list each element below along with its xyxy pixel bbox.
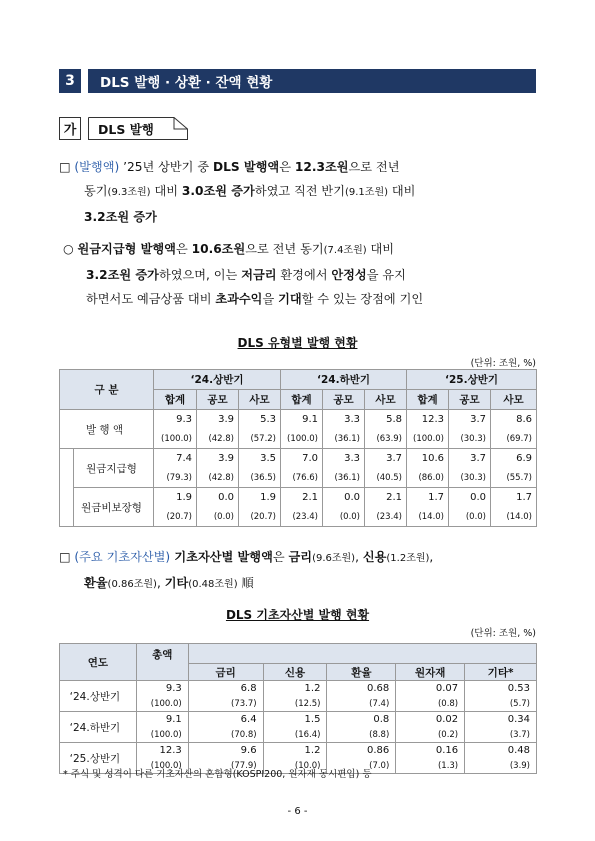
share-cell: (100.0) <box>407 429 449 449</box>
value-cell: 3.7 <box>449 410 491 430</box>
value-cell: 7.4 <box>154 449 197 469</box>
table2-unit: (단위: 조원, %) <box>470 628 536 639</box>
value-cell: 0.8 <box>327 712 396 728</box>
value-cell: 1.9 <box>239 488 281 508</box>
row-label: 원금비보장형 <box>74 488 154 527</box>
text: 順 <box>237 576 254 590</box>
text: 은 <box>272 550 289 564</box>
text: 으로 전년 동기 <box>245 242 324 256</box>
value-cell: 3.9 <box>197 410 239 430</box>
value-cell: 0.0 <box>323 488 365 508</box>
text: 으로 전년 <box>348 160 400 174</box>
share-cell: (36.5) <box>239 468 281 488</box>
share-cell: (0.2) <box>396 727 465 743</box>
text: 할 수 있는 장점에 기인 <box>301 292 424 306</box>
share-cell: (8.8) <box>327 727 396 743</box>
value-cell: 9.3 <box>154 410 197 430</box>
share-cell: (63.9) <box>365 429 407 449</box>
tag-issuance: (발행액) <box>74 160 120 174</box>
share-cell: (16.4) <box>263 727 327 743</box>
share-cell: (42.8) <box>197 468 239 488</box>
table1-unit: (단위: 조원, %) <box>470 358 536 369</box>
header-col: 신용 <box>263 664 327 681</box>
share-cell: (14.0) <box>491 507 537 527</box>
share-cell: (20.7) <box>154 507 197 527</box>
page-number: - 6 - <box>287 806 308 817</box>
text: 은 <box>175 242 192 256</box>
share-cell: (69.7) <box>491 429 537 449</box>
text: (7.4조원) <box>323 245 367 256</box>
share-cell: (36.1) <box>323 429 365 449</box>
value-cell: 9.3 <box>136 681 188 697</box>
text: 하였고 직전 반기 <box>254 184 345 198</box>
text: 대비 <box>388 184 416 198</box>
text: 안정성 <box>331 268 367 282</box>
share-cell: (42.8) <box>197 429 239 449</box>
row-label: ‘25.상반기 <box>60 743 137 774</box>
header-subcol: 합계 <box>154 390 197 410</box>
text: (0.86조원) <box>107 579 157 590</box>
tag-underlying: (주요 기초자산별) <box>74 550 171 564</box>
share-cell: (7.4) <box>327 696 396 712</box>
text: 은 <box>279 160 295 174</box>
text: 대비 <box>150 184 182 198</box>
value-cell: 1.2 <box>263 743 327 759</box>
row-label: ‘24.상반기 <box>60 681 137 712</box>
share-cell: (36.1) <box>323 468 365 488</box>
text: 12.3조원 <box>294 160 349 174</box>
header-total: 총액 <box>136 644 188 681</box>
value-cell: 0.16 <box>396 743 465 759</box>
header-subcol: 공모 <box>449 390 491 410</box>
share-cell: (3.7) <box>465 727 537 743</box>
text: ’25년 상반기 중 <box>119 160 213 174</box>
value-cell: 8.6 <box>491 410 537 430</box>
value-cell: 2.1 <box>281 488 323 508</box>
share-cell: (70.8) <box>188 727 263 743</box>
share-cell: (76.6) <box>281 468 323 488</box>
table2-title: DLS 기초자산별 발행 현황 <box>225 608 370 622</box>
subsection-title: DLS 발행 <box>98 121 154 137</box>
header-subcol: 사모 <box>491 390 537 410</box>
share-cell: (86.0) <box>407 468 449 488</box>
value-cell: 6.8 <box>188 681 263 697</box>
section-number: 3 <box>59 69 81 93</box>
value-cell: 3.3 <box>323 449 365 469</box>
value-cell: 7.0 <box>281 449 323 469</box>
share-cell: (0.0) <box>449 507 491 527</box>
header-year: 연도 <box>60 644 137 681</box>
header-subcol: 사모 <box>365 390 407 410</box>
value-cell: 2.1 <box>365 488 407 508</box>
text: 기타 <box>164 576 189 590</box>
share-cell: (0.0) <box>323 507 365 527</box>
share-cell: (79.3) <box>154 468 197 488</box>
value-cell: 3.9 <box>197 449 239 469</box>
paragraph-issuance <box>59 155 541 229</box>
share-cell: (0.8) <box>396 696 465 712</box>
text: , <box>429 550 434 564</box>
text: 3.2조원 증가 <box>86 268 159 282</box>
share-cell: (30.3) <box>449 468 491 488</box>
value-cell: 0.86 <box>327 743 396 759</box>
share-cell: (23.4) <box>365 507 407 527</box>
value-cell: 0.34 <box>465 712 537 728</box>
share-cell: (20.7) <box>239 507 281 527</box>
value-cell: 0.0 <box>197 488 239 508</box>
indent-cell <box>60 449 74 527</box>
header-col: 기타* <box>465 664 537 681</box>
share-cell: (100.0) <box>136 758 188 774</box>
value-cell: 3.5 <box>239 449 281 469</box>
text: , <box>156 576 165 590</box>
text: (9.3조원) <box>107 187 151 198</box>
share-cell: (100.0) <box>281 429 323 449</box>
text: 금리 <box>288 550 313 564</box>
value-cell: 1.7 <box>491 488 537 508</box>
text: 원금지급형 발행액 <box>77 242 176 256</box>
header-period: ‘24.하반기 <box>281 370 407 390</box>
text: (9.1조원) <box>344 187 389 198</box>
value-cell: 0.53 <box>465 681 537 697</box>
header-subcol: 합계 <box>407 390 449 410</box>
text: (1.2조원) <box>386 553 430 564</box>
paragraph-underlying <box>59 545 541 597</box>
header-category: 구 분 <box>60 370 154 410</box>
text: 동기 <box>84 184 108 198</box>
section-title: DLS 발행 · 상환 · 잔액 현황 <box>88 69 536 93</box>
row-label: 원금지급형 <box>74 449 154 488</box>
text: 3.0조원 증가 <box>181 184 255 198</box>
value-cell: 3.3 <box>323 410 365 430</box>
value-cell: 5.8 <box>365 410 407 430</box>
share-cell: (3.9) <box>465 758 537 774</box>
text: 을 유지 <box>366 268 406 282</box>
share-cell: (0.0) <box>197 507 239 527</box>
footnote: * 주식 및 성격이 다른 기초자산의 혼합형(KOSPI200, 원자재 동시편입) 등 <box>63 769 372 780</box>
text: 저금리 <box>241 268 277 282</box>
header-period: ‘25.상반기 <box>407 370 537 390</box>
header-col: 원자재 <box>396 664 465 681</box>
share-cell: (40.5) <box>365 468 407 488</box>
value-cell: 1.5 <box>263 712 327 728</box>
header-subcol: 공모 <box>323 390 365 410</box>
value-cell: 9.1 <box>281 410 323 430</box>
share-cell: (77.9) <box>188 758 263 774</box>
subsection-title-box <box>88 117 188 140</box>
value-cell: 9.6 <box>188 743 263 759</box>
value-cell: 0.07 <box>396 681 465 697</box>
value-cell: 3.7 <box>365 449 407 469</box>
text: 하였으며, 이는 <box>158 268 242 282</box>
share-cell: (100.0) <box>136 727 188 743</box>
text: 하면서도 예금상품 대비 <box>86 292 216 306</box>
share-cell: (7.0) <box>327 758 396 774</box>
text: 환경에서 <box>276 268 332 282</box>
value-cell: 0.02 <box>396 712 465 728</box>
header-subcol: 공모 <box>197 390 239 410</box>
header-col: 금리 <box>188 664 263 681</box>
text: 10.6조원 <box>191 242 246 256</box>
value-cell: 1.2 <box>263 681 327 697</box>
value-cell: 6.4 <box>188 712 263 728</box>
share-cell: (30.3) <box>449 429 491 449</box>
text: 초과수익 <box>215 292 263 306</box>
header-subcol: 합계 <box>281 390 323 410</box>
row-label: 발 행 액 <box>60 410 154 449</box>
share-cell: (100.0) <box>136 696 188 712</box>
text: (0.48조원) <box>188 579 238 590</box>
text: 기초자산별 발행액 <box>170 550 273 564</box>
table-issuance-by-type <box>59 369 537 527</box>
share-cell: (57.2) <box>239 429 281 449</box>
header-subcol: 사모 <box>239 390 281 410</box>
row-label: ‘24.하반기 <box>60 712 137 743</box>
share-cell: (23.4) <box>281 507 323 527</box>
value-cell: 0.68 <box>327 681 396 697</box>
text: 대비 <box>366 242 395 256</box>
square-bullet: □ <box>59 160 71 174</box>
text: 을 <box>262 292 279 306</box>
value-cell: 9.1 <box>136 712 188 728</box>
header-spacer <box>188 644 536 664</box>
header-period: ‘24.상반기 <box>154 370 281 390</box>
value-cell: 12.3 <box>136 743 188 759</box>
value-cell: 5.3 <box>239 410 281 430</box>
value-cell: 1.9 <box>154 488 197 508</box>
value-cell: 0.0 <box>449 488 491 508</box>
share-cell: (12.5) <box>263 696 327 712</box>
square-bullet: □ <box>59 550 71 564</box>
value-cell: 1.7 <box>407 488 449 508</box>
subsection-marker: 가 <box>59 117 81 140</box>
share-cell: (5.7) <box>465 696 537 712</box>
value-cell: 3.7 <box>449 449 491 469</box>
circle-bullet: ○ <box>63 242 74 256</box>
text: 환율 <box>84 576 108 590</box>
text: 신용 <box>362 550 387 564</box>
header-col: 환율 <box>327 664 396 681</box>
text: (9.6조원) <box>312 553 356 564</box>
text: , <box>355 550 363 564</box>
table1-title: DLS 유형별 발행 현황 <box>237 336 358 350</box>
text: 기대 <box>278 292 302 306</box>
text: 3.2조원 증가 <box>84 210 157 224</box>
share-cell: (73.7) <box>188 696 263 712</box>
text: DLS 발행액 <box>212 160 280 174</box>
share-cell: (1.3) <box>396 758 465 774</box>
share-cell: (55.7) <box>491 468 537 488</box>
value-cell: 0.48 <box>465 743 537 759</box>
paragraph-principal <box>63 237 541 311</box>
table-issuance-by-underlying <box>59 643 537 774</box>
value-cell: 6.9 <box>491 449 537 469</box>
share-cell: (10.0) <box>263 758 327 774</box>
value-cell: 12.3 <box>407 410 449 430</box>
value-cell: 10.6 <box>407 449 449 469</box>
share-cell: (100.0) <box>154 429 197 449</box>
share-cell: (14.0) <box>407 507 449 527</box>
